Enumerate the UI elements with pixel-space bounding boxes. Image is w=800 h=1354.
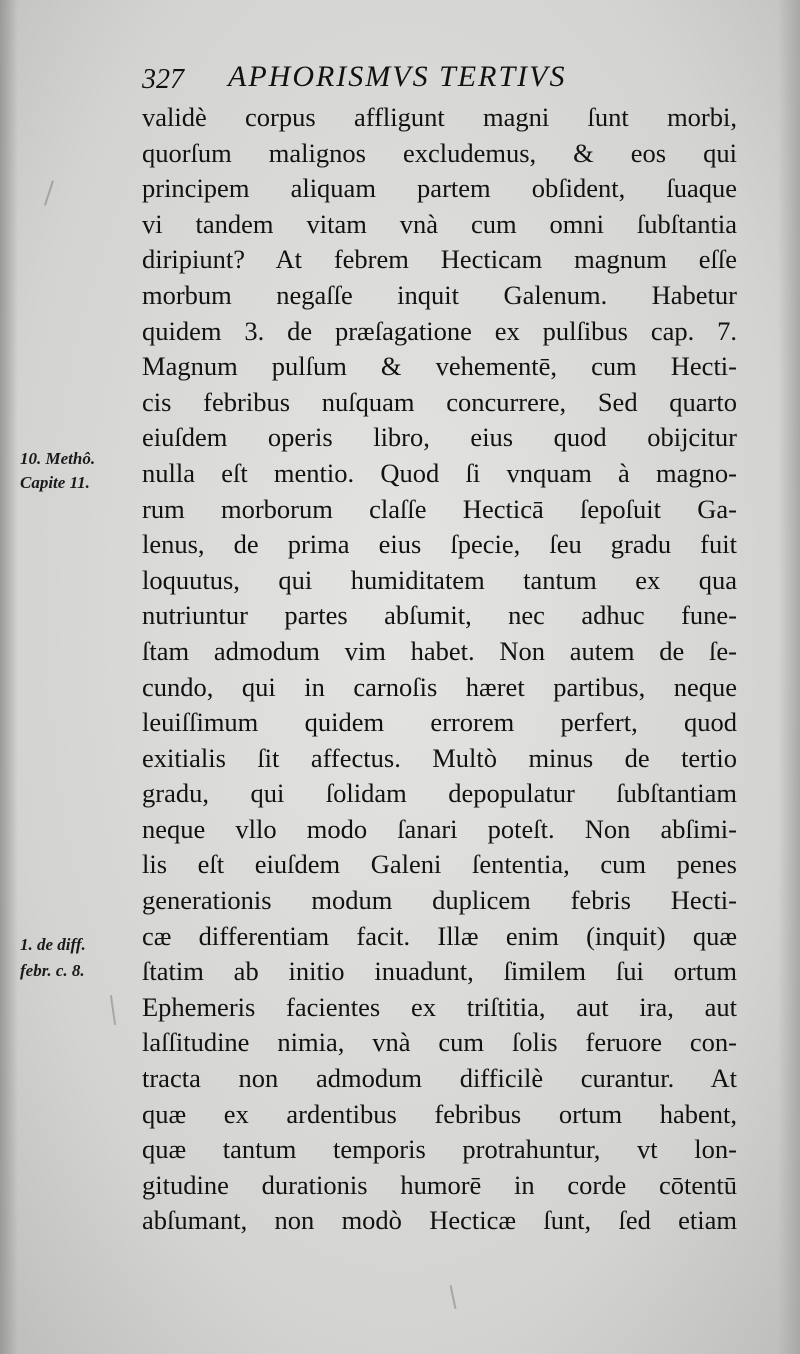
paper-scratch	[44, 180, 54, 205]
text-line: quidem 3. de præſagatione ex pulſibus cap. 7.	[142, 315, 737, 346]
text-line: nulla eſt mentio. Quod ſi vnquam à magno-	[142, 457, 737, 488]
left-edge-shadow	[0, 0, 18, 1354]
text-line: diripiunt? At febrem Hecticam magnum eſſe	[142, 244, 737, 275]
text-line: generationis modum duplicem febris Hecti-	[142, 885, 737, 916]
text-line: loquutus, qui humiditatem tantum ex qua	[142, 564, 737, 595]
text-line: laſſitudine nimia, vnà cum ſolis feruore con-	[142, 1027, 737, 1058]
text-line: rum morborum claſſe Hecticā ſepoſuit Ga-	[142, 493, 737, 524]
text-line: exitialis ſit affectus. Multò minus de tertio	[142, 742, 737, 773]
text-line: Magnum pulſum & vehementē, cum Hecti-	[142, 351, 737, 382]
text-line: gradu, qui ſolidam depopulatur ſubſtantiam	[142, 778, 737, 809]
margin-note-2: Capite 11.	[20, 473, 90, 492]
text-line: tracta non admodum difficilè curantur. At	[142, 1063, 737, 1094]
text-line: eiuſdem operis libro, eius quod obijcitur	[142, 422, 737, 453]
text-line: principem aliquam partem obſident, ſuaque	[142, 173, 737, 204]
margin-note-4: febr. c. 8.	[20, 961, 85, 980]
text-line: morbum negaſſe inquit Galenum. Habetur	[142, 279, 737, 310]
text-line: gitudine durationis humorē in corde cōtentū	[142, 1169, 737, 1200]
text-line: quorſum malignos excludemus, & eos qui	[142, 137, 737, 168]
text-line: validè corpus affligunt magni ſunt morbi,	[142, 102, 737, 132]
text-line: cis febribus nuſquam concurrere, Sed quarto	[142, 386, 737, 417]
margin-note-3: 1. de diff.	[20, 935, 86, 954]
text-line: lenus, de prima eius ſpecie, ſeu gradu fuit	[142, 529, 737, 560]
text-line: neque vllo modo ſanari poteſt. Non abſimi-	[142, 813, 737, 844]
text-line: quæ ex ardentibus febribus ortum habent,	[142, 1098, 737, 1129]
page-header	[142, 58, 742, 102]
text-line: abſumant, non modò Hecticæ ſunt, ſed etiam	[142, 1205, 737, 1236]
paper-scratch	[110, 995, 116, 1025]
text-line: nutriuntur partes abſumit, nec adhuc fune-	[142, 600, 737, 631]
text-line: ſtatim ab initio inuadunt, ſimilem ſui ortum	[142, 956, 737, 987]
page-number: 327	[142, 64, 184, 95]
text-line: cæ differentiam facit. Illæ enim (inquit) quæ	[142, 920, 737, 951]
text-line: cundo, qui in carnoſis hæret partibus, neque	[142, 671, 737, 702]
text-line: lis eſt eiuſdem Galeni ſententia, cum penes	[142, 849, 737, 880]
text-line: ſtam admodum vim habet. Non autem de ſe-	[142, 635, 737, 666]
right-edge-shadow	[778, 0, 800, 1354]
text-line: quæ tantum temporis protrahuntur, vt lon-	[142, 1134, 737, 1165]
text-line: vi tandem vitam vnà cum omni ſubſtantia	[142, 208, 737, 239]
paper-scratch	[450, 1285, 457, 1309]
margin-note-1: 10. Methô.	[20, 449, 96, 468]
text-line: Ephemeris facientes ex triſtitia, aut ira, aut	[142, 991, 737, 1022]
running-title: APHORISMVS TERTIVS	[228, 60, 567, 93]
body-text	[142, 100, 737, 1239]
text-line: leuiſſimum quidem errorem perfert, quod	[142, 707, 737, 738]
